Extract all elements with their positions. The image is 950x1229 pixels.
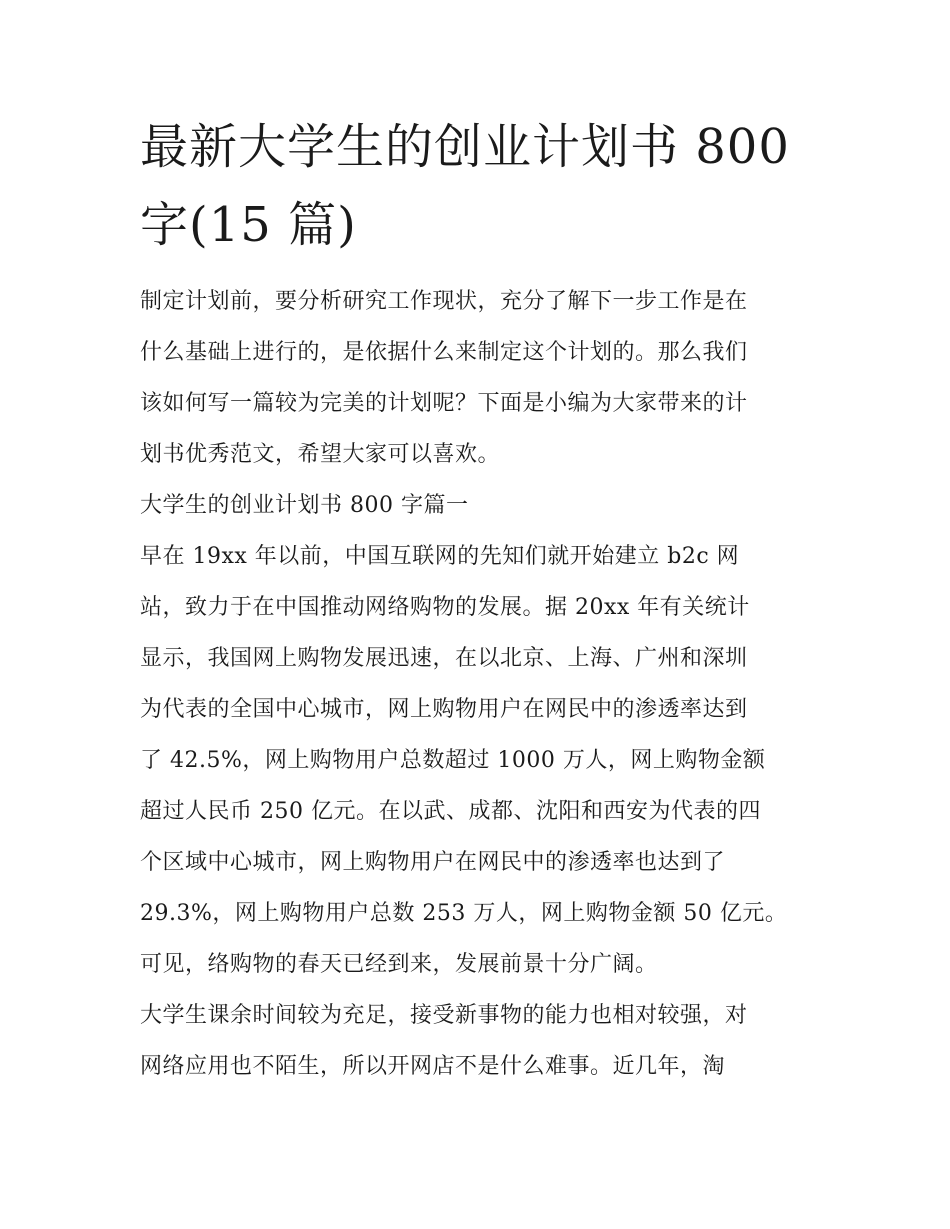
text-line: 为代表的全国中心城市，网上购物用户在网民中的渗透率达到 <box>140 697 748 722</box>
text-line: 显示，我国网上购物发展迅速，在以北京、上海、广州和深圳 <box>140 646 748 671</box>
text-line: 超过人民币 250 亿元。在以武、成都、沈阳和西安为代表的四 <box>140 799 761 824</box>
text-line: 大学生课余时间较为充足，接受新事物的能力也相对较强，对 <box>140 1003 748 1028</box>
title-line-2: 字(15 篇) <box>140 197 357 253</box>
document-body <box>140 276 812 1092</box>
body-paragraph <box>140 990 812 1092</box>
text-line: 可见，络购物的春天已经到来，发展前景十分广阔。 <box>140 952 658 977</box>
text-line: 了 42.5%，网上购物用户总数超过 1000 万人，网上购物金额 <box>140 748 766 773</box>
section-heading <box>140 480 812 531</box>
text-line: 早在 19xx 年以前，中国互联网的先知们就开始建立 b2c 网 <box>140 544 740 569</box>
text-line: 个区域中心城市，网上购物用户在网民中的渗透率也达到了 <box>140 850 726 875</box>
text-line: 什么基础上进行的，是依据什么来制定这个计划的。那么我们 <box>140 340 748 365</box>
text-line: 站，致力于在中国推动网络购物的发展。据 20xx 年有关统计 <box>140 595 750 620</box>
text-line: 大学生的创业计划书 800 字篇一 <box>140 493 469 518</box>
text-line: 网络应用也不陌生，所以开网店不是什么难事。近几年，淘 <box>140 1054 726 1079</box>
document-title <box>140 108 812 264</box>
text-line: 29.3%，网上购物用户总数 253 万人，网上购物金额 50 亿元。 <box>140 901 788 926</box>
document-page <box>140 108 812 1092</box>
text-line: 划书优秀范文，希望大家可以喜欢。 <box>140 442 501 467</box>
title-line-1: 最新大学生的创业计划书 800 <box>140 119 790 175</box>
text-line: 该如何写一篇较为完美的计划呢？下面是小编为大家带来的计 <box>140 391 748 416</box>
text-line: 制定计划前，要分析研究工作现状，充分了解下一步工作是在 <box>140 289 748 314</box>
body-paragraph <box>140 531 812 990</box>
intro-paragraph <box>140 276 812 480</box>
